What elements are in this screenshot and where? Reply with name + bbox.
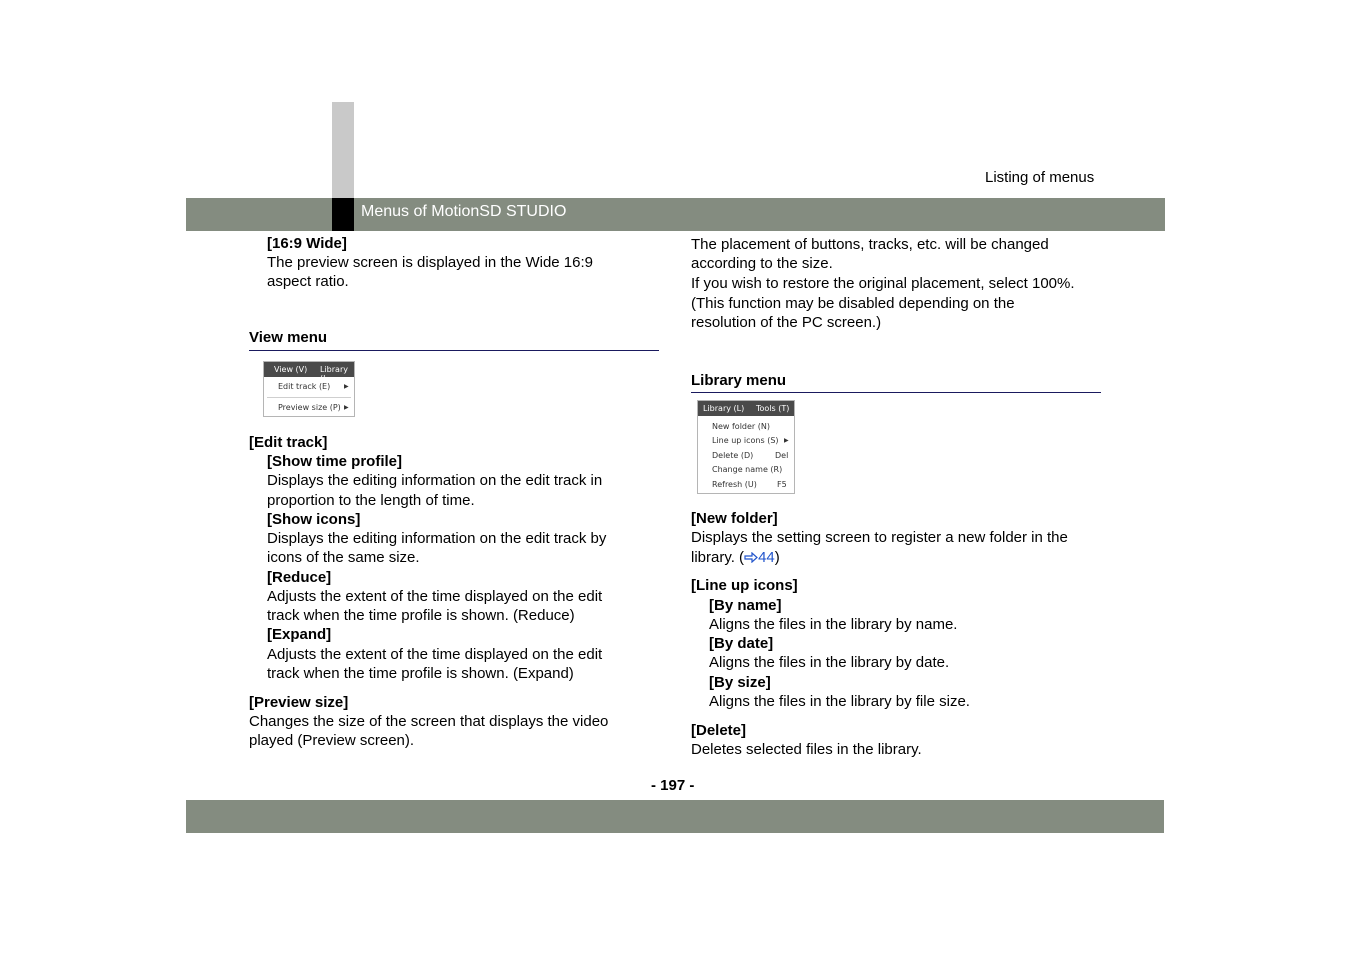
heading-rule [249, 350, 659, 351]
show-icons-title: [Show icons] [267, 511, 361, 528]
menu-item: Change name (R) [712, 465, 783, 474]
reduce-desc: Adjusts the extent of the time displayed on the edit [267, 588, 603, 605]
intro-line: (This function may be disabled depending on the [691, 295, 1015, 312]
show-icons-desc: icons of the same size. [267, 549, 420, 566]
menu-bar-label: Library (L [320, 365, 348, 383]
new-folder-desc: Displays the setting screen to register a new folder in the [691, 529, 1068, 546]
wide-desc-line: aspect ratio. [267, 273, 349, 290]
menu-bar-label: Tools (T) [756, 404, 790, 413]
by-date-desc: Aligns the files in the library by date. [709, 654, 950, 671]
heading-rule [691, 392, 1101, 393]
new-folder-desc-text: ) [774, 549, 780, 566]
by-size-desc: Aligns the files in the library by file size. [709, 693, 970, 710]
menu-item: Line up icons (S) [712, 436, 779, 445]
line-up-icons-title: [Line up icons] [691, 577, 798, 594]
by-date-title: [By date] [709, 635, 774, 652]
library-menu-image [697, 400, 795, 494]
expand-desc: Adjusts the extent of the time displayed on the edit [267, 646, 603, 663]
menu-item: Refresh (U) [712, 480, 757, 489]
reduce-desc: track when the time profile is shown. (Reduce) [267, 607, 575, 624]
show-time-profile-title: [Show time profile] [267, 453, 402, 470]
header-tab-accent [332, 102, 354, 198]
menu-item: Preview size (P) [278, 403, 341, 412]
expand-title: [Expand] [267, 626, 332, 643]
new-folder-desc-text: library. ( [691, 549, 745, 566]
show-time-profile-desc: proportion to the length of time. [267, 492, 475, 509]
page-reference-link[interactable] [744, 549, 775, 566]
new-folder-title: [New folder] [691, 510, 778, 527]
reduce-title: [Reduce] [267, 569, 332, 586]
preview-size-desc: Changes the size of the screen that displays the video [249, 713, 609, 730]
section-label: Listing of menus [985, 169, 1095, 186]
menu-item: Delete (D) [712, 451, 754, 460]
by-name-title: [By name] [709, 597, 782, 614]
page-number: - 197 - [651, 777, 695, 794]
delete-title: [Delete] [691, 722, 747, 739]
menu-bar-label: View (V) [274, 365, 308, 374]
show-icons-desc: Displays the editing information on the edit track by [267, 530, 607, 547]
menu-shortcut: F5 [777, 480, 787, 489]
menu-item: New folder (N) [712, 422, 770, 431]
submenu-arrow-icon: ▶ [344, 404, 349, 411]
menu-bar-label: Library (L) [703, 404, 745, 413]
show-time-profile-desc: Displays the editing information on the edit track in [267, 472, 603, 489]
by-name-desc: Aligns the files in the library by name. [709, 616, 958, 633]
header-black-block [332, 198, 354, 231]
wide-title: [16:9 Wide] [267, 235, 347, 252]
submenu-arrow-icon: ▶ [344, 383, 349, 390]
menu-item: Edit track (E) [278, 382, 331, 391]
intro-line: If you wish to restore the original placement, select 100%. [691, 275, 1075, 292]
view-menu-image [263, 361, 355, 417]
intro-line: according to the size. [691, 255, 833, 272]
header-title: Menus of MotionSD STUDIO [361, 203, 567, 220]
library-menu-heading: Library menu [691, 372, 787, 389]
delete-desc: Deletes selected files in the library. [691, 741, 922, 758]
menu-shortcut: Del [775, 451, 789, 460]
submenu-arrow-icon: ▶ [784, 437, 789, 444]
new-folder-desc [691, 548, 780, 567]
arrow-right-icon [744, 552, 758, 563]
preview-size-desc: played (Preview screen). [249, 732, 415, 749]
intro-line: The placement of buttons, tracks, etc. will be changed [691, 236, 1049, 253]
preview-size-title: [Preview size] [249, 694, 349, 711]
page-reference-number[interactable]: 44 [758, 549, 775, 566]
view-menu-heading: View menu [249, 329, 328, 346]
intro-line: resolution of the PC screen.) [691, 314, 882, 331]
menu-bar [264, 362, 354, 383]
edit-track-title: [Edit track] [249, 434, 328, 451]
expand-desc: track when the time profile is shown. (Expand) [267, 665, 574, 682]
footer-bar [186, 800, 1164, 833]
menu-bar [698, 401, 794, 416]
wide-desc-line: The preview screen is displayed in the Wide 16:9 [267, 254, 594, 271]
by-size-title: [By size] [709, 674, 771, 691]
menu-separator [267, 397, 351, 398]
